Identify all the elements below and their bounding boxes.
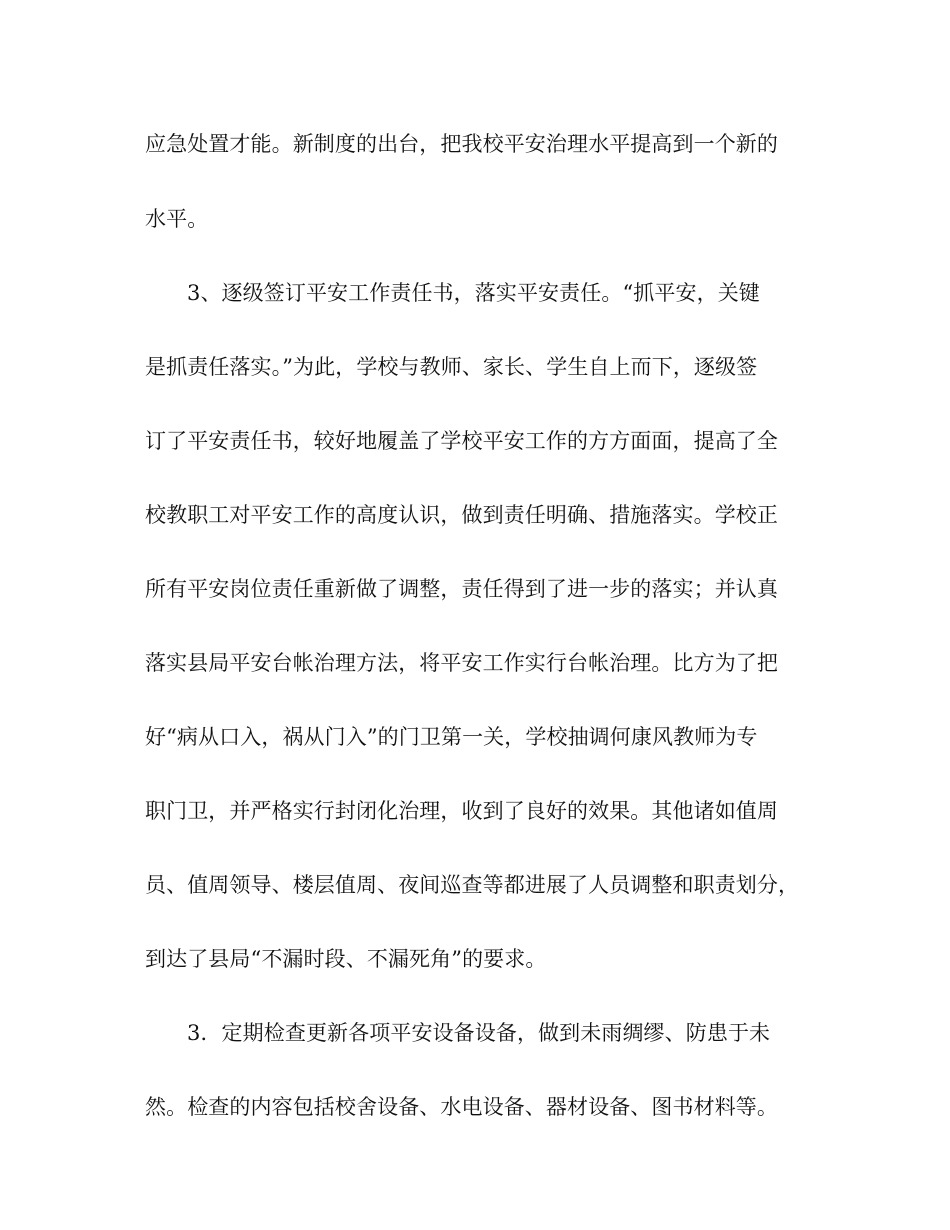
paragraph-3-start: 3、逐级签订平安工作责任书，落实平安责任。“抓平安，关键 [187,281,760,305]
text-line-10: 职门卫，并严格实行封闭化治理，收到了良好的效果。其他诸如值周 [145,799,778,823]
text-line-7: 所有平安岗位责任重新做了调整，责任得到了进一步的落实；并认真 [145,577,778,601]
text-line-8: 落实县局平安台帐治理方法，将平安工作实行台帐治理。比方为了把 [145,651,778,675]
text-line-4: 是抓责任落实。”为此，学校与教师、家长、学生自上而下，逐级签 [145,355,758,379]
text-line-2: 水平。 [145,207,209,231]
text-line-6: 校教职工对平安工作的高度认识，做到责任明确、措施落实。学校正 [145,503,778,527]
paragraph-4-start: 3．定期检查更新各项平安设备设备，做到未雨绸缪、防患于未 [187,1021,771,1045]
text-line-12: 到达了县局“不漏时段、不漏死角”的要求。 [145,947,547,971]
text-line-5: 订了平安责任书，较好地履盖了学校平安工作的方方面面，提高了全 [145,429,778,453]
text-line-9: 好“病从口入，祸从门入”的门卫第一关，学校抽调何康风教师为专 [145,725,758,749]
text-line-14: 然。检查的内容包括校舍设备、水电设备、器材设备、图书材料等。 [145,1095,778,1119]
text-line-1: 应急处置才能。新制度的出台，把我校平安治理水平提高到一个新的 [145,132,778,156]
text-line-11: 员、值周领导、楼层值周、夜间巡查等都进展了人员调整和职责划分， [145,873,800,897]
